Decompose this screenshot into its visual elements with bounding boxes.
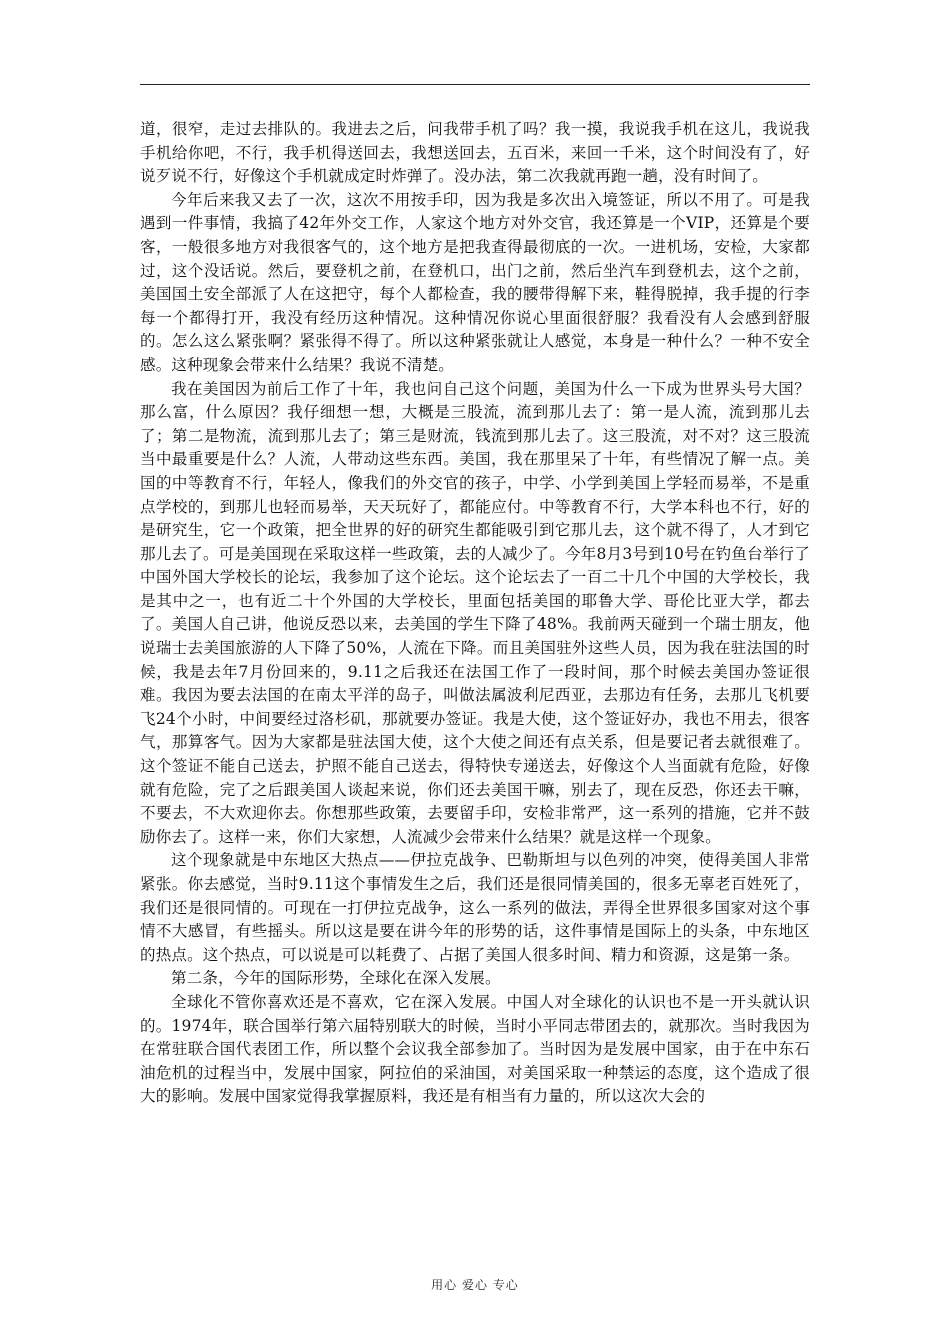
document-body (140, 118, 810, 1109)
paragraph-3: 我在美国因为前后工作了十年，我也问自己这个问题，美国为什么一下成为世界头号大国？那么富，什么原因？我仔细想一想，大概是三股流，流到那儿去了：第一是人流，流到那儿去了；第二是物流，流到那儿去了；第三是财流，钱流到那儿去了。这三股流，对不对？这三股流当中最重要是什么？人流，人带动这些东西。美国，我在那里呆了十年，有些情况了解一点。美国的中等教育不行，年轻人，像我们的外交官的孩子，中学、小学到美国上学轻而易举，不是重点学校的，到那儿也轻而易举，天天玩好了，都能应付。中等教育不行，大学本科也不行，好的是研究生，它一个政策，把全世界的好的研究生都能吸引到它那儿去，这个就不得了，人才到它那儿去了。可是美国现在采取这样一些政策，去的人减少了。今年8月3号到10号在钓鱼台举行了中国外国大学校长的论坛，我参加了这个论坛。这个论坛去了一百二十几个中国的大学校长，我是其中之一，也有近二十个外国的大学校长，里面包括美国的耶鲁大学、哥伦比亚大学，都去了。美国人自己讲，他说反恐以来，去美国的学生下降了48%。我前两天碰到一个瑞士朋友，他说瑞士去美国旅游的人下降了50%，人流在下降。而且美国驻外这些人员，因为我在驻法国的时候，我是去年7月份回来的，9.11之后我还在法国工作了一段时间，那个时候去美国办签证很难。我因为要去法国的在南太平洋的岛子，叫做法属波利尼西亚，去那边有任务，去那儿飞机要飞24个小时，中间要经过洛杉矶，那就要办签证。我是大使，这个签证好办，我也不用去，很客气，那算客气。因为大家都是驻法国大使，这个大使之间还有点关系，但是要记者去就很难了。这个签证不能自己送去，护照不能自己送去，得特快专递送去，好像这个人当面就有危险，好像就有危险，完了之后跟美国人谈起来说，你们还去美国干嘛，别去了，现在反恐，你还去干嘛，不要去，不大欢迎你去。你想那些政策，去要留手印，安检非常严，这一系列的措施，它并不鼓励你去了。这样一来，你们大家想，人流减少会带来什么结果？就是这样一个现象。 (140, 379, 810, 846)
paragraph-1: 道，很窄，走过去排队的。我进去之后，问我带手机了吗？我一摸，我说我手机在这儿，我说我手机给你吧，不行，我手机得送回去，我想送回去，五百米，来回一千米，这个时间没有了，好说歹说不行，好像这个手机就成定时炸弹了。没办法，第二次我就再跑一趟，没有时间了。 (140, 120, 810, 186)
paragraph-5: 第二条，今年的国际形势，全球化在深入发展。 (171, 969, 501, 988)
paragraph-6: 全球化不管你喜欢还是不喜欢，它在深入发展。中国人对全球化的认识也不是一开头就认识的。1974年，联合国举行第六届特别联大的时候，当时小平同志带团去的，就那次。当时我因为在常驻联合国代表团工作，所以整个会议我全部参加了。当时因为是发展中国家，由于在中东石油危机的过程当中，发展中国家，阿拉伯的采油国，对美国采取一种禁运的态度，这个造成了很大的影响。发展中国家觉得我掌握原料，我还是有相当有力量的，所以这次大会的 (140, 992, 810, 1106)
paragraph-4: 这个现象就是中东地区大热点——伊拉克战争、巴勒斯坦与以色列的冲突，使得美国人非常紧张。你去感觉，当时9.11这个事情发生之后，我们还是很同情美国的，很多无辜老百姓死了，我们还是很同情的。可现在一打伊拉克战争，这么一系列的做法，弄得全世界很多国家对这个事情不大感冒，有些摇头。所以这是要在讲今年的形势的话，这件事情是国际上的头条，中东地区的热点。这个热点，可以说是可以耗费了、占据了美国人很多时间、精力和资源，这是第一条。 (140, 851, 810, 964)
page-footer: 用心 爱心 专心 (431, 1278, 519, 1292)
header-rule (140, 84, 810, 85)
paragraph-2: 今年后来我又去了一次，这次不用按手印，因为我是多次出入境签证，所以不用了。可是我遇到一件事情，我搞了42年外交工作，人家这个地方对外交官，我还算是一个VIP，还算是个要客，一般很多地方对我很客气的，这个地方是把我查得最彻底的一次。一进机场，安检，大家都过，这个没话说。然后，要登机之前，在登机口，出门之前，然后坐汽车到登机去，这个之前，美国国土安全部派了人在这把守，每个人都检查，我的腰带得解下来，鞋得脱掉，我手提的行李每一个都得打开，我没有经历这种情况。这种情况你说心里面很舒服？我看没有人会感到舒服的。怎么这么紧张啊？紧张得不得了。所以这种紧张就让人感觉，本身是一种什么？一种不安全感。这种现象会带来什么结果？我说不清楚。 (140, 190, 810, 374)
